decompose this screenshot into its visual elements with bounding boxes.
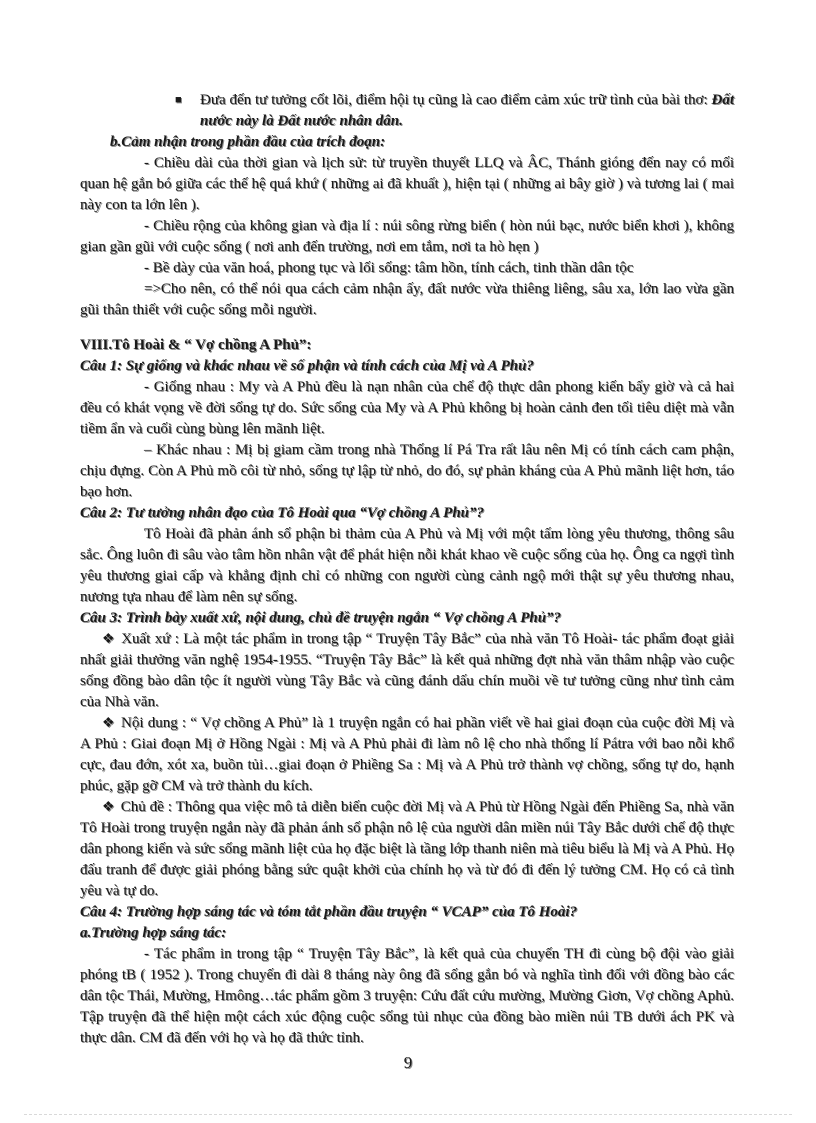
section-b-heading: b.Cảm nhận trong phần đầu của trích đoạn: bbox=[110, 134, 386, 150]
section-b-paragraph: - Chiều rộng của không gian và địa lí : núi sông rừng biển ( hòn núi bạc, nước biển khơi ), không gian gần gũi với cuộc sống ( nơi anh đến trường, nơi em tắm, nơi ta hò hẹn ) bbox=[80, 218, 734, 255]
four-diamond-bullet-icon: ❖ bbox=[102, 800, 115, 815]
question-1-paragraph: - Giống nhau : My và A Phủ đều là nạn nhân của chế độ thực dân phong kiến bấy giờ và cả hai đều có khát vọng về đời sống tự do. Sức sống của My và A Phủ không bị hoàn cảnh đen tối tiêu diệt mà vẫn tiềm ẩn và cuối cùng bùng lên mãnh liệt. bbox=[80, 379, 734, 437]
item-text: : Là một tác phẩm in trong tập “ Truyện Tây Bắc” của nhà văn Tô Hoài- tác phẩm đoạt giải nhất giải thưởng văn nghệ 1954-1955. “Truyện Tây Bắc” là kết quả những đợt nhà văn thâm nhập vào cuộc sống đồng bào dân tộc ít người vùng Tây Bắc và cũng đánh dấu chín muồi về tư tưởng cũng như tình cảm của Nhà văn. bbox=[80, 631, 734, 710]
section-b-conclusion: =>Cho nên, có thể nói qua cách cảm nhận ấy, đất nước vừa thiêng liêng, sâu xa, lớn lao vừa gần gũi thân thiết với cuộc sống mỗi người. bbox=[80, 281, 734, 318]
intro-bullet-text: Đưa đến tư tưởng cốt lõi, điểm hội tụ cũng là cao điểm cảm xúc trữ tình của bài thơ: bbox=[200, 92, 712, 108]
question-4-heading: Câu 4: Trường hợp sáng tác và tóm tắt phần đầu truyện “ VCAP” của Tô Hoài? bbox=[80, 904, 578, 920]
question-3-item-origin bbox=[80, 629, 734, 713]
item-label: Xuất xứ bbox=[121, 631, 171, 647]
question-3-item-theme bbox=[80, 797, 734, 902]
intro-bullet bbox=[80, 90, 734, 132]
page-bottom-border bbox=[24, 1114, 792, 1115]
four-diamond-bullet-icon: ❖ bbox=[102, 716, 116, 731]
page-number: 9 bbox=[403, 1053, 413, 1072]
question-3-item-content bbox=[80, 713, 734, 797]
section-b-paragraph: - Bề dày của văn hoá, phong tục và lối sống: tâm hồn, tính cách, tinh thần dân tộc bbox=[144, 260, 634, 276]
section-viii-title: VIII.Tô Hoài & “ Vợ chồng A Phủ”: bbox=[80, 337, 312, 353]
square-bullet-icon: ■ bbox=[175, 94, 182, 106]
item-label: Nội dung bbox=[121, 715, 178, 731]
question-1-heading: Câu 1: Sự giống và khác nhau về số phận và tính cách của Mị và A Phủ? bbox=[80, 358, 534, 374]
question-3-heading: Câu 3: Trình bày xuất xứ, nội dung, chủ đề truyện ngắn “ Vợ chồng A Phủ”? bbox=[80, 610, 562, 626]
question-2-heading: Câu 2: Tư tưởng nhân đạo của Tô Hoài qua “Vợ chồng A Phủ”? bbox=[80, 505, 485, 521]
item-label: Chủ đề bbox=[120, 799, 164, 815]
question-4-subheading: a.Trường hợp sáng tác: bbox=[80, 925, 227, 941]
page-content bbox=[80, 90, 734, 1049]
four-diamond-bullet-icon: ❖ bbox=[102, 632, 116, 647]
question-1-paragraph: – Khác nhau : Mị bị giam cầm trong nhà Thống lí Pá Tra rất lâu nên Mị có tính cách cam phận, chịu đựng. Còn A Phủ mồ côi từ nhỏ, sống tự lập từ nhỏ, do đó, sự phản kháng của A Phủ mãnh liệt hơn, táo bạo hơn. bbox=[80, 442, 734, 500]
section-b-paragraph: - Chiều dài của thời gian và lịch sử: từ truyền thuyết LLQ và ÂC, Thánh gióng đến nay có mối quan hệ gắn bó giữa các thế hệ quá khứ ( những ai đã khuất ), hiện tại ( những ai bây giờ ) và tương lai ( mai này con ta lớn lên ). bbox=[80, 155, 734, 213]
item-text: : “ Vợ chồng A Phủ” là 1 truyện ngắn có hai phần viết về hai giai đoạn của cuộc đời Mị và A Phủ : Giai đoạn Mị ở Hồng Ngài : Mị và A Phủ phải đi làm nô lệ cho nhà thống lí Pátra với bao nỗi khổ cực, đau đớn, xót xa, buồn tủi…giai đoạn ở Phiềng Sa : Mị và A Phủ trở thành vợ chồng, sống tự do, hạnh phúc, gặp gỡ CM và trở thành du kích. bbox=[80, 715, 734, 794]
question-2-paragraph: Tô Hoài đã phản ánh số phận bi thảm của A Phủ và Mị với một tấm lòng yêu thương, thông sâu sắc. Ông luôn đi sâu vào tâm hồn nhân vật để phát hiện nỗi khát khao về cuộc sống của họ. Ông ca ngợi tình yêu thương giai cấp và khẳng định chỉ có những con người cùng cảnh ngộ mới thật sự yêu thương nhau, nương tựa nhau để làm nên sự sống. bbox=[80, 526, 734, 605]
question-4-paragraph: - Tác phẩm in trong tập “ Truyện Tây Bắc”, là kết quả của chuyến TH đi cùng bộ đội vào giải phóng tB ( 1952 ). Trong chuyến đi dài 8 tháng này ông đã sống gắn bó và nghĩa tình đối với đồng bào các dân tộc Thái, Mường, Hmông…tác phẩm gồm 3 truyện: Cứu đất cứu mường, Mường Giơn, Vợ chồng Aphủ. Tập truyện đã thể hiện một cách xúc động cuộc sống tủi nhục của đồng bào miền núi TB dưới ách PK và thực dân. CM đã đến với họ và họ đã thức tỉnh. bbox=[80, 946, 734, 1046]
item-text: : Thông qua việc mô tả diễn biến cuộc đời Mị và A Phủ từ Hồng Ngài đến Phiềng Sa, nhà văn Tô Hoài trong truyện ngắn này đã phản ánh số phận nô lệ của người dân miền núi Tây Bắc dưới chế độ thực dân phong kiến và sức sống mãnh liệt của họ đặc biệt là tầng lớp thanh niên mà tiêu biểu là Mị và A Phủ. Họ đấu tranh để được giải phóng bằng sức quật khởi của chính họ và từ đó đi đến lý tưởng CM. Họ có cả tình yêu và tự do. bbox=[80, 799, 734, 899]
intro-bullet-emphasis: Đất nước này là Đất nước nhân dân. bbox=[200, 92, 734, 129]
